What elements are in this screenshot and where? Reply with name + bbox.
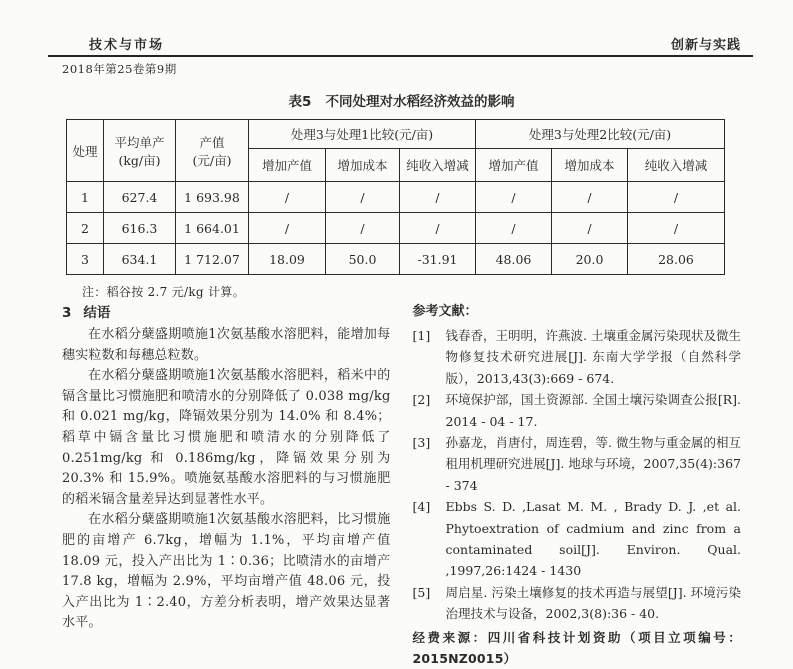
cell: 28.06 xyxy=(628,244,725,275)
cell: / xyxy=(628,182,725,213)
conclusion-paragraph: 在水稻分蘖盛期喷施1次氨基酸水溶肥料，比习惯施肥的亩增产 6.7kg，增幅为 1.1%，平均亩增产值 18.09 元，投入产出比为 1∶0.36；比喷清水的亩增产 17.8 kg，增幅为 2.9%，平均亩增产值 48.06 元，投入产出比为 1∶2.40，方差分析表明，增产效果达显著水平。 xyxy=(62,512,391,631)
reference-item xyxy=(413,389,742,432)
reference-item xyxy=(413,432,742,496)
col-header-avg-yield-line1: 平均单产 xyxy=(114,134,165,150)
cell: 20.0 xyxy=(552,244,628,275)
subcol-g1-added-value: 增加产值 xyxy=(249,149,326,182)
reference-marker: [3] xyxy=(412,435,431,451)
cell: / xyxy=(326,213,400,244)
cell: -31.91 xyxy=(400,244,476,275)
subcol-g1-added-cost: 增加成本 xyxy=(326,149,400,182)
conclusion-heading xyxy=(62,303,391,324)
table-title xyxy=(62,90,741,110)
economic-benefit-table xyxy=(66,119,725,275)
cell: 1 712.07 xyxy=(176,244,249,275)
table-note: 注：稻谷按 2.7 元/kg 计算。 xyxy=(82,285,245,299)
reference-item xyxy=(413,582,742,625)
references-heading: 参考文献： xyxy=(412,304,478,319)
subcol-g2-added-value: 增加产值 xyxy=(476,149,552,182)
cell: / xyxy=(552,213,628,244)
table-header-group-row xyxy=(67,120,725,149)
cell: 48.06 xyxy=(476,244,552,275)
table-number: 表5 xyxy=(288,94,312,110)
reference-text: Ebbs S. D. ,Lasat M. M. , Brady D. J. ,et al. Phytoextration of cadmium and zinc from a contaminated soil[J]. Environ. Qual. ,1997,26:1424 - 1430 xyxy=(445,499,741,579)
col-group-compare-2: 处理3与处理2比较(元/亩) xyxy=(476,120,725,149)
cell: / xyxy=(249,213,326,244)
cell: / xyxy=(476,213,552,244)
cell: 18.09 xyxy=(249,244,326,275)
subcol-g1-net-income: 纯收入增减 xyxy=(400,149,476,182)
reference-marker: [5] xyxy=(412,584,431,600)
reference-text: 孙嘉龙，肖唐付，周连碧，等. 微生物与重金属的相互租用机理研究进展[J]. 地球与环境，2007,35(4):367 - 374 xyxy=(445,435,741,493)
cell: / xyxy=(400,182,476,213)
reference-marker: [2] xyxy=(412,392,431,408)
issue-line: 2018年第25卷第9期 xyxy=(62,62,177,76)
cell: / xyxy=(400,213,476,244)
reference-marker: [1] xyxy=(412,328,431,343)
cell: 3 xyxy=(67,244,104,275)
cell: 2 xyxy=(67,213,104,244)
cell: / xyxy=(628,213,725,244)
masthead-rule xyxy=(48,55,753,57)
subcol-g2-added-cost: 增加成本 xyxy=(552,149,628,182)
conclusion-paragraph: 在水稻分蘖盛期喷施1次氨基酸水溶肥料，能增加每穗实粒数和每穗总粒数。 xyxy=(62,327,391,363)
journal-name: 技术与市场 xyxy=(89,38,165,53)
cell: 1 664.01 xyxy=(176,213,249,244)
left-column xyxy=(62,283,391,669)
table-row xyxy=(67,244,725,275)
reference-item xyxy=(413,325,742,389)
cell: 627.4 xyxy=(104,182,176,213)
right-column xyxy=(413,283,742,669)
table-row xyxy=(67,182,725,213)
cell: / xyxy=(326,182,400,213)
cell: / xyxy=(552,182,628,213)
cell: / xyxy=(476,182,552,213)
reference-text: 环境保护部，国土资源部. 全国土壤污染调查公报[R]. 2014 - 04 - 17. xyxy=(445,392,741,429)
conclusion-heading-text: 结语 xyxy=(83,305,111,321)
conclusion-paragraph: 在水稻分蘖盛期喷施1次氨基酸水溶肥料，稻米中的镉含量比习惯施肥和喷清水的分别降低了 0.038 mg/kg 和 0.021 mg/kg，降镉效果分别为 14.0% 和 8.4%；稻草中镉含量比习惯施肥和喷清水的分别降低了 0.251mg/kg 和 0.186mg/kg，降镉效果分别为 20.3% 和 15.9%。喷施氨基酸水溶肥料的与习惯施肥的稻米镉含量差异达到显著性水平。 xyxy=(62,368,391,507)
cell: / xyxy=(249,182,326,213)
section-name: 创新与实践 xyxy=(670,38,741,53)
funding-source: 经费来源：四川省科技计划资助（项目立项编号：2015NZ0015） xyxy=(412,629,741,666)
table-title-text: 不同处理对水稻经济效益的影响 xyxy=(325,94,515,110)
cell: 634.1 xyxy=(104,244,176,275)
cell: 1 693.98 xyxy=(176,182,249,213)
col-header-output-value-line2: (元/亩) xyxy=(192,152,232,168)
reference-text: 钱春香，王明明，许燕波. 土壤重金属污染现状及微生物修复技术研究进展[J]. 东南大学学报（自然科学版），2013,43(3):669 - 674. xyxy=(445,328,741,386)
cell: 50.0 xyxy=(326,244,400,275)
col-header-avg-yield xyxy=(104,120,176,182)
cell: 616.3 xyxy=(104,213,176,244)
two-column-body xyxy=(62,283,741,669)
reference-marker: [4] xyxy=(412,499,431,515)
col-header-output-value-line1: 产值 xyxy=(199,134,225,150)
subcol-g2-net-income: 纯收入增减 xyxy=(628,149,725,182)
col-header-avg-yield-line2: (kg/亩) xyxy=(118,152,161,168)
masthead xyxy=(62,34,741,53)
cell: 1 xyxy=(67,182,104,213)
col-header-treatment: 处理 xyxy=(67,120,104,182)
col-header-output-value xyxy=(176,120,249,182)
reference-text: 周启星. 污染土壤修复的技术再造与展望[J]. 环境污染治理技术与设备，2002,3(8):36 - 40. xyxy=(445,584,741,622)
col-group-compare-1: 处理3与处理1比较(元/亩) xyxy=(249,120,476,149)
conclusion-heading-number: 3 xyxy=(62,305,72,321)
reference-item xyxy=(413,496,742,582)
table-row xyxy=(67,213,725,244)
